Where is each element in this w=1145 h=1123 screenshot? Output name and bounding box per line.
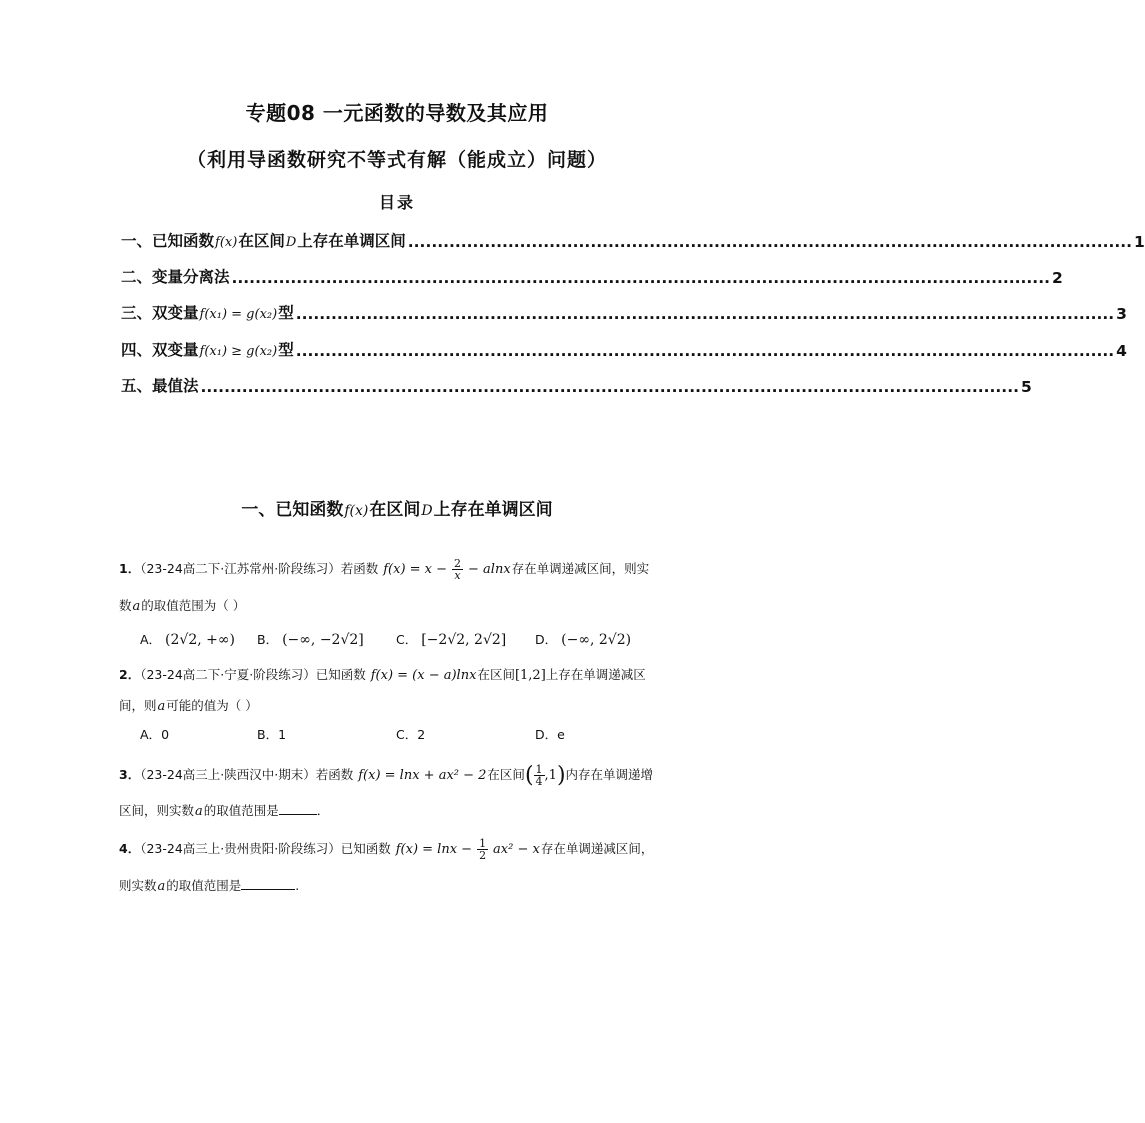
toc-item-label: 三、双变量 (121, 304, 199, 322)
question-line (119, 838, 653, 861)
toc-math: f(x₁) ≥ g(x₂) (199, 344, 278, 359)
choice-c[interactable] (396, 725, 425, 743)
question-line (119, 876, 299, 894)
question-text: 内存在单调递增 (565, 767, 654, 782)
section-heading-text: 一、已知函数 (241, 500, 344, 520)
choice-value: (−∞, −2√2] (282, 632, 364, 648)
toc-page-number: 1 (1134, 233, 1145, 251)
fraction-numerator: 2 (454, 557, 462, 570)
question-text: 的取值范围是 (166, 878, 242, 893)
toc-item-5[interactable] (121, 372, 1032, 396)
answer-blank[interactable] (279, 814, 317, 815)
question-text: 可能的值为（ ） (166, 698, 258, 713)
toc-page-number: 4 (1116, 342, 1127, 360)
toc-page-number: 3 (1116, 305, 1127, 323)
section-heading-math: f(x) (344, 503, 369, 519)
toc-math: D (285, 235, 297, 250)
answer-blank[interactable] (241, 889, 295, 890)
choice-d[interactable] (535, 630, 631, 648)
choice-label: C． (396, 727, 418, 742)
toc-item-label: 四、双变量 (121, 341, 199, 359)
choice-label: B． (257, 727, 279, 742)
fraction (477, 838, 488, 861)
toc-item-3[interactable] (121, 299, 1127, 323)
choice-label: D． (535, 727, 558, 742)
toc-leader: ........................................................................................................................................... (295, 305, 1115, 323)
question-variable: a (132, 599, 141, 614)
choice-value: 2 (417, 727, 426, 742)
toc-page-number: 2 (1051, 269, 1063, 287)
fraction-denominator: x (454, 569, 461, 582)
choice-label: C． (396, 632, 418, 647)
toc-item-label: 型 (278, 341, 294, 359)
fraction-denominator: 4 (535, 775, 543, 788)
toc-heading: 目录 (378, 193, 415, 212)
choice-b[interactable] (257, 725, 286, 743)
choice-b[interactable] (257, 630, 364, 648)
question-line (119, 596, 245, 614)
question-line (119, 696, 258, 714)
question-text: 已知函数 (315, 667, 366, 682)
choice-value: 1 (278, 727, 287, 742)
section-heading (0, 495, 794, 520)
choice-value: 0 (161, 727, 170, 742)
question-text: 已知函数 (340, 841, 391, 856)
question-text: 上存在单调递减区 (545, 667, 646, 682)
question-text: 间，则 (119, 698, 157, 713)
fraction-numerator: 1 (479, 837, 487, 850)
choice-c[interactable] (396, 630, 506, 648)
question-interval: [1,2] (514, 668, 546, 683)
fraction (534, 764, 545, 787)
choice-label: A． (140, 727, 162, 742)
toc-leader: ........................................................................................................................................... (200, 378, 1019, 396)
question-text: ． (316, 803, 330, 818)
question-formula: ax² − x (493, 842, 540, 857)
question-formula: f(x) = (x − a)lnx (370, 668, 477, 683)
question-variable: a (195, 804, 203, 819)
question-source: （23-24高二下·宁夏·阶段练习） (140, 667, 316, 682)
choice-d[interactable] (535, 725, 565, 743)
toc-item-label: 型 (278, 304, 294, 322)
toc-item-label: 五、最值法 (121, 377, 199, 395)
choice-value: e (557, 727, 565, 742)
section-heading-math: D (421, 503, 433, 519)
question-line: 3．（23-24高三上·陕西汉中·期末）若函数 f(x) = lnx + ax² − 2在区间( $\frac{1}{4}$ ,1)内存在单调递增 (119, 763, 654, 788)
question-formula: − alnx (468, 562, 511, 577)
question-formula: f(x) = x − (383, 562, 448, 577)
section-heading-text: 上存在单调区间 (433, 500, 553, 520)
question-formula: f(x) = lnx + ax² − 2 (358, 768, 487, 783)
question-text: 在区间 (487, 767, 525, 782)
toc-item-label: 上存在单调区间 (297, 232, 406, 250)
choice-value: (−∞, 2√2) (561, 632, 632, 648)
toc-leader: ........................................................................................................................... (407, 233, 1133, 251)
question-number: 1． (119, 561, 141, 576)
question-source: （23-24高三上·陕西汉中·期末） (140, 767, 316, 782)
choice-value: (2√2, +∞) (165, 632, 235, 648)
document-subtitle: （利用导函数研究不等式有解（能成立）问题） (186, 149, 607, 171)
toc-item-label: 一、已知函数 (121, 232, 215, 250)
question-text: . (295, 878, 300, 893)
question-formula: f(x) = lnx − (395, 842, 473, 857)
question-text: 在区间 (477, 667, 515, 682)
choice-label: B． (257, 632, 279, 647)
question-text: 存在单调递减区间， (540, 841, 654, 856)
fraction (452, 558, 463, 581)
toc-page-number: 5 (1020, 378, 1032, 396)
question-text: 存在单调递减区间，则实 (511, 561, 650, 576)
question-variable: a (157, 699, 166, 714)
question-source: （23-24高三上·贵州贵阳·阶段练习） (140, 841, 341, 856)
question-line (119, 558, 649, 581)
toc-item-2[interactable] (121, 263, 1063, 287)
toc-leader: ........................................................................................................................................... (295, 342, 1115, 360)
document-title: 专题08 一元函数的导数及其应用 (245, 101, 549, 125)
question-text: 若函数 (340, 561, 379, 576)
toc-item-4[interactable] (121, 336, 1127, 360)
question-line (119, 665, 646, 683)
choice-label: D． (535, 632, 558, 647)
question-number: 4． (119, 841, 141, 856)
choice-value: [−2√2, 2√2] (421, 632, 507, 648)
choice-a[interactable] (140, 725, 169, 743)
question-number: 2． (119, 667, 141, 682)
question-text: 区间，则实数 (119, 803, 195, 818)
choice-label: A． (140, 632, 162, 647)
question-variable: a (157, 879, 166, 894)
toc-item-1[interactable] (121, 227, 1145, 251)
question-line (119, 801, 329, 819)
toc-item-label: 二、变量分离法 (121, 268, 230, 286)
question-text: 则实数 (119, 878, 157, 893)
question-interval: ,1 (544, 768, 557, 783)
section-heading-text: 在区间 (369, 500, 421, 520)
question-source: （23-24高二下·江苏常州·阶段练习） (140, 561, 341, 576)
fraction-numerator: 1 (535, 763, 543, 776)
question-number: 3． (119, 767, 141, 782)
choice-a[interactable] (140, 630, 235, 648)
toc-item-label: 在区间 (238, 232, 285, 250)
toc-math: f(x₁) = g(x₂) (199, 307, 278, 322)
fraction-denominator: 2 (479, 849, 487, 862)
question-text: 数 (119, 598, 132, 613)
toc-leader: ........................................................................................................................................... (231, 269, 1050, 287)
toc-math: f(x) (215, 235, 238, 250)
question-text: 的取值范围是 (203, 803, 279, 818)
question-text: 的取值范围为（ ） (141, 598, 246, 613)
question-text: 若函数 (315, 767, 354, 782)
